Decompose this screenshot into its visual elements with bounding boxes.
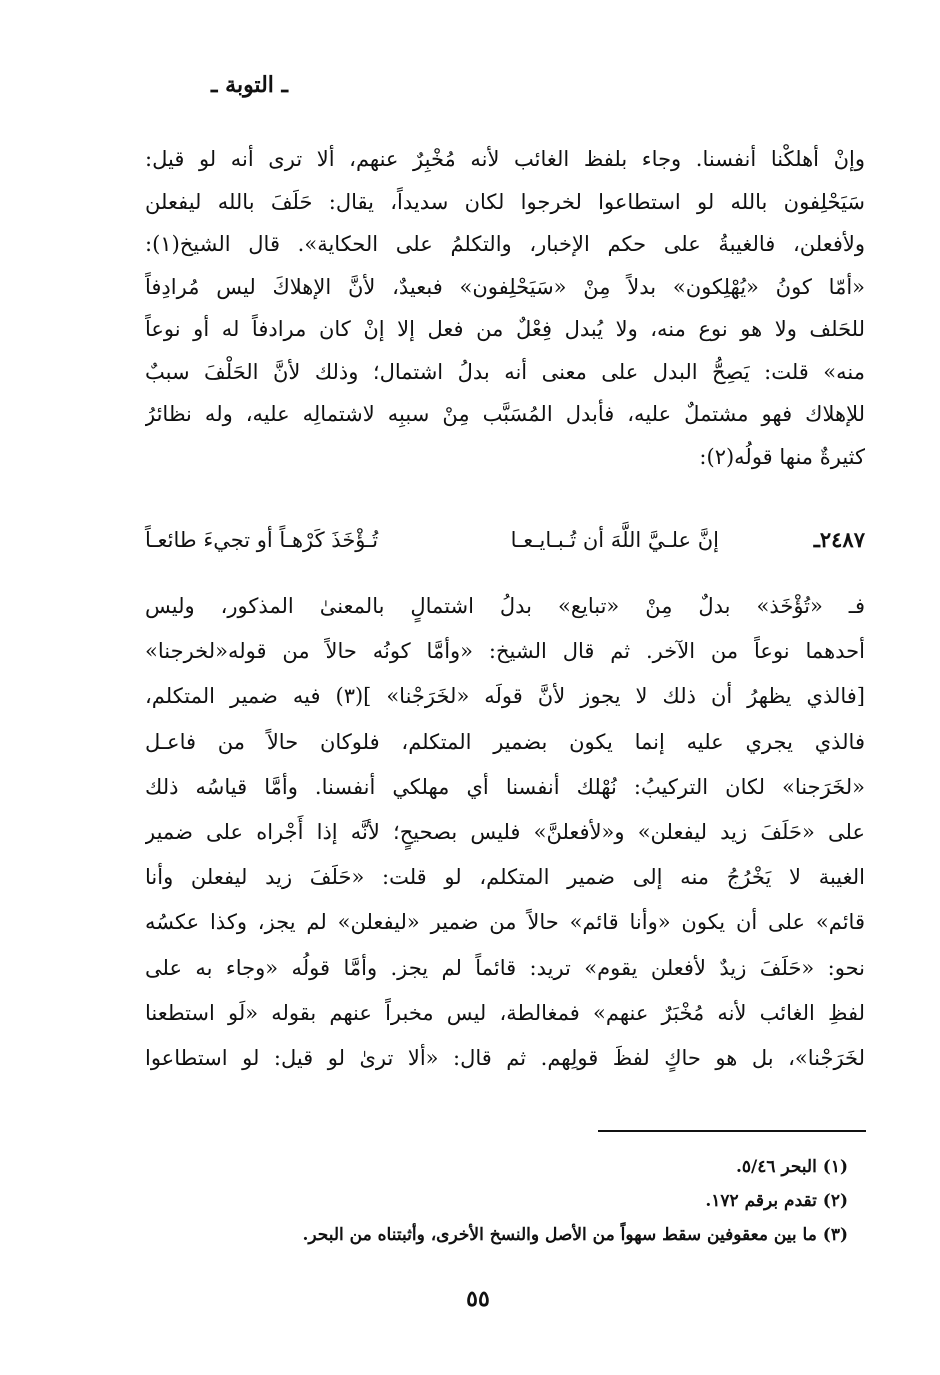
- footnote-2: (٢) تقدم برقم ١٧٢.: [705, 1191, 848, 1211]
- footnote-3: (٣) ما بين معقوفين سقط سهواً من الأصل والنسخ الأخرى، وأثبتناه من البحر.: [302, 1225, 848, 1245]
- text-line: على «حَلَفَ زيد ليفعلن» و«لأفعلنَّ» فليس بصحيحٍ؛ لأنَّه إذا أَجْراه على ضمير: [145, 820, 865, 845]
- text-line: فـ «تُؤْخَذ» بدلٌ مِنْ «تبايع» بدلُ اشتمالٍ بالمعنىٰ المذكور، وليس: [145, 594, 865, 618]
- text-line: لخَرَجْنا»، بل هو حاكٍ لفظَ قولِهم. ثم قال: «ألا ترىٰ لو قيل: لو استطاعوا: [145, 1046, 865, 1071]
- text-line: أحدهما نوعاً من الآخر. ثم قال الشيخ: «وأمَّا كونُه حالاً من قوله«لخرجنا»: [145, 639, 865, 664]
- text-line: نحو: «حَلَفَ زيدٌ لأفعلن يقوم» تريد: قائماً لم يجز. وأمَّا قولُه «وجاء به على: [145, 955, 865, 980]
- poetry-verse: [145, 518, 865, 562]
- text-line: وإنْ أهلكْنا أنفسنا. وجاء بلفظ الغائب لأنه مُخْبِرٌ عنهم، ألا ترى أنه لو قيل:: [145, 147, 865, 171]
- text-line: لفظِ الغائب لأنه مُخْبَرٌ عنهم» فمغالطة، ليس مخبراً عنهم بقوله «لَو استطعنا: [145, 1000, 865, 1025]
- page-number: ٥٥: [466, 1286, 490, 1312]
- footnotes: [302, 1150, 848, 1252]
- text-line: للحَلف ولا هو نوع منه، ولا يُبدل فِعْلٌ من فعل إلا إنْ كان مرادفاً له أو نوعاً: [145, 317, 865, 341]
- text-line: للإهلاك فهو مشتملٌ عليه، فأبدل المُسَبَّب مِنْ سببِه لاشتمالِه عليه، وله نظائرُ: [145, 402, 865, 426]
- paragraph-1: [145, 138, 865, 478]
- text-line: سَيَحْلِفون بالله لو استطاعوا لخرجوا لكان سديداً، يقال: حَلَفَ بالله ليفعلن: [145, 189, 865, 214]
- verse-first-hemistich: إنَّ علـيَّ اللَّهَ أن تُـبـايـعـا: [510, 528, 719, 552]
- text-line: منه» قلت: يَصِحُّ البدل على معنى أنه بدلُ اشتمال؛ وذلك لأنَّ الحَلْفَ سببٌ: [145, 359, 865, 384]
- running-header: ـ التوبة ـ: [211, 72, 288, 98]
- verse-number: ٢٤٨٧ـ: [813, 527, 865, 552]
- text-line: [فالذي يظهرُ أن ذلك لا يجوز لأنَّ قولَه «لخَرَجْنا» ](٣) فيه ضمير المتكلم،: [145, 684, 865, 709]
- text-line: كثيرةٌ منها قولُه(٢):: [699, 444, 865, 469]
- footnote-divider: [598, 1130, 866, 1132]
- text-line: «لخَرَجنا» لكان التركيبُ: نُهْلك أنفسنا أي مهلكي أنفسنا. وأمَّا قياسُه ذلك: [145, 774, 865, 799]
- text-line: قائم» على أن يكون «وأنا قائم» حالاً من ضمير «ليفعلن» لم يجز، وكذا عكسُه: [145, 910, 865, 935]
- paragraph-2: [145, 584, 865, 1081]
- text-line: الغيبة لا يَخْرُجُ منه إلى ضمير المتكلم، لو قلت: «حَلَفَ زيد ليفعلن وأنا: [145, 865, 865, 890]
- text-line: ولأفعلن، فالغيبةُ على حكم الإخبار، والتكلمُ على الحكاية». قال الشيخ(١):: [145, 232, 865, 256]
- verse-second-hemistich: تُـؤْخَذَ كَرْهـاً أو تجيءَ طائعـاً: [145, 528, 379, 552]
- footnote-1: (١) البحر ٥/٤٦.: [736, 1157, 848, 1177]
- text-line: فالذي يجري عليه إنما يكون بضمير المتكلم، فلوكان حالاً من فاعـل: [145, 729, 865, 754]
- text-line: «أمّا كونُ «يُهْلِكون» بدلاً مِنْ «سَيَحْلِفون» فبعيدٌ، لأنَّ الإهلاكَ ليس مُرادِفاً: [145, 274, 865, 299]
